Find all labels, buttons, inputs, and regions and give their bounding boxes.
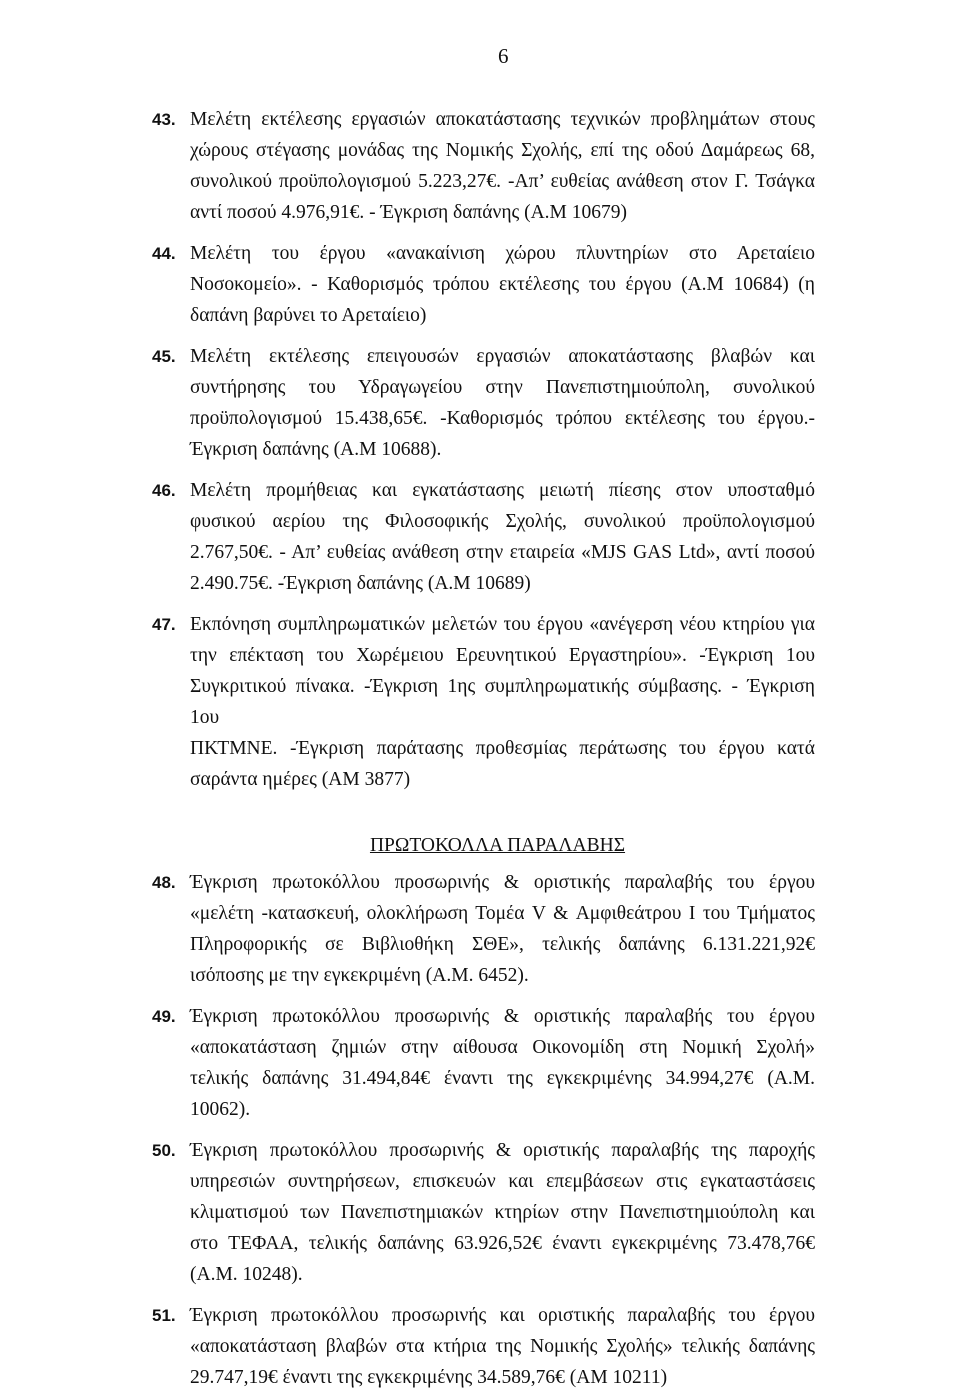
item-text-line: προϋπολογισμού 15.438,65€. -Καθορισμός τρόπου εκτέλεσης του έργου.- bbox=[190, 408, 815, 429]
item-text-line: Συγκριτικού πίνακα. -Έγκριση 1ης συμπληρωματικής σύμβασης. - Έγκριση 1ου bbox=[190, 676, 815, 728]
item-number: 43. bbox=[152, 110, 176, 129]
item-text-line: συνολικού προϋπολογισμού 5.223,27€. -Απ’ ευθείας ανάθεση στον Γ. Τσάγκα bbox=[190, 171, 815, 192]
item-number: 46. bbox=[152, 481, 176, 500]
item-text-line: Έγκριση πρωτοκόλλου προσωρινής & οριστικής παραλαβής του έργου bbox=[190, 1006, 815, 1027]
item-text-line: τελικής δαπάνης 31.494,84€ έναντι της εγκεκριμένης 34.994,27€ (Α.Μ. bbox=[190, 1068, 815, 1089]
agenda-item bbox=[145, 1135, 815, 1290]
item-text-line: Έγκριση δαπάνης (Α.Μ 10688). bbox=[190, 439, 442, 460]
agenda-item bbox=[145, 1300, 815, 1393]
agenda-item bbox=[145, 609, 815, 795]
item-text-line: 2.767,50€. - Απ’ ευθείας ανάθεση στην εταιρεία «MJS GAS Ltd», αντί ποσού bbox=[190, 542, 815, 563]
item-number: 45. bbox=[152, 347, 176, 366]
item-number: 48. bbox=[152, 873, 176, 892]
item-text-line: Νοσοκομείο». - Καθορισμός τρόπου εκτέλεσης του έργου (Α.Μ 10684) (η bbox=[190, 274, 815, 295]
item-text-line: αντί ποσού 4.976,91€. - Έγκριση δαπάνης (Α.Μ 10679) bbox=[190, 202, 628, 223]
item-text-line: ισόποσης με την εγκεκριμένη (Α.Μ. 6452). bbox=[190, 965, 529, 986]
item-number: 44. bbox=[152, 244, 176, 263]
agenda-item bbox=[145, 867, 815, 991]
item-text-line: Έγκριση πρωτοκόλλου προσωρινής & οριστικής παραλαβής της παροχής bbox=[190, 1140, 815, 1161]
document-body bbox=[145, 104, 815, 1393]
item-text-line: ΠΚΤΜΝΕ. -Έγκριση παράτασης προθεσμίας περάτωσης του έργου κατά bbox=[190, 738, 815, 759]
item-text-line: Έγκριση πρωτοκόλλου προσωρινής και οριστικής παραλαβής του έργου bbox=[190, 1305, 815, 1326]
item-text-line: την επέκταση του Χωρέμειου Ερευνητικού Εργαστηρίου». -Έγκριση 1ου bbox=[190, 645, 815, 666]
item-text-line: (Α.Μ. 10248). bbox=[190, 1264, 303, 1285]
item-text-line: 29.747,19€ έναντι της εγκεκριμένης 34.589,76€ (ΑΜ 10211) bbox=[190, 1367, 668, 1388]
item-text-line: χώρους στέγασης μονάδας της Νομικής Σχολής, επί της οδού Δαμάρεως 68, bbox=[190, 140, 815, 161]
item-text-line: υπηρεσιών συντηρήσεων, επισκευών και επεμβάσεων στις εγκαταστάσεις bbox=[190, 1171, 815, 1192]
item-text-line: «αποκατάσταση ζημιών στην αίθουσα Οικονομίδη στη Νομική Σχολή» bbox=[190, 1037, 815, 1058]
agenda-item bbox=[145, 104, 815, 228]
item-text-line: κλιματισμού των Πανεπιστημιακών κτηρίων στην Πανεπιστημιούπολη και bbox=[190, 1202, 815, 1223]
item-text-line: Μελέτη εκτέλεσης επειγουσών εργασιών αποκατάστασης βλαβών και bbox=[190, 346, 815, 367]
item-number: 47. bbox=[152, 615, 176, 634]
item-text-line: 2.490.75€. -Έγκριση δαπάνης (Α.Μ 10689) bbox=[190, 573, 531, 594]
item-text-line: Μελέτη εκτέλεσης εργασιών αποκατάστασης τεχνικών προβλημάτων στους bbox=[190, 109, 815, 130]
item-text-line: σαράντα ημέρες (ΑΜ 3877) bbox=[190, 769, 411, 790]
agenda-item bbox=[145, 1001, 815, 1125]
item-text-line: «αποκατάσταση βλαβών στα κτήρια της Νομικής Σχολής» τελικής δαπάνης bbox=[190, 1336, 815, 1357]
item-text-line: «μελέτη -κατασκευή, ολοκλήρωση Τομέα V & Αμφιθεάτρου Ι του Τμήματος bbox=[190, 903, 815, 924]
item-text-line: Έγκριση πρωτοκόλλου προσωρινής & οριστικής παραλαβής του έργου bbox=[190, 872, 815, 893]
item-text-line: Εκπόνηση συμπληρωματικών μελετών του έργου «ανέγερση νέου κτηρίου για bbox=[190, 614, 815, 635]
item-number: 51. bbox=[152, 1306, 176, 1325]
agenda-item bbox=[145, 238, 815, 331]
page-number: 6 bbox=[498, 44, 509, 68]
section-heading: ΠΡΩΤΟΚΟΛΛΑ ΠΑΡΑΛΑΒΗΣ bbox=[369, 835, 626, 856]
item-text-line: Μελέτη του έργου «ανακαίνιση χώρου πλυντηρίων στο Αρεταίειο bbox=[190, 243, 815, 264]
item-number: 50. bbox=[152, 1141, 176, 1160]
item-number: 49. bbox=[152, 1007, 176, 1026]
item-text-line: στο ΤΕΦΑΑ, τελικής δαπάνης 63.926,52€ έναντι εγκεκριμένης 73.478,76€ bbox=[190, 1233, 815, 1254]
agenda-item bbox=[145, 475, 815, 599]
agenda-item bbox=[145, 341, 815, 465]
agenda-list-works bbox=[145, 104, 815, 795]
item-text-line: 10062). bbox=[190, 1099, 251, 1120]
item-text-line: συντήρησης του Υδραγωγείου στην Πανεπιστημιούπολη, συνολικού bbox=[190, 377, 815, 398]
item-text-line: φυσικού αερίου της Φιλοσοφικής Σχολής, συνολικού προϋπολογισμού bbox=[190, 511, 815, 532]
item-text-line: δαπάνη βαρύνει το Αρεταίειο) bbox=[190, 305, 427, 326]
agenda-list-receipts bbox=[145, 867, 815, 1393]
item-text-line: Πληροφορικής σε Βιβλιοθήκη ΣΘΕ», τελικής δαπάνης 6.131.221,92€ bbox=[190, 934, 815, 955]
item-text-line: Μελέτη προμήθειας και εγκατάστασης μειωτή πίεσης στον υποσταθμό bbox=[190, 480, 815, 501]
